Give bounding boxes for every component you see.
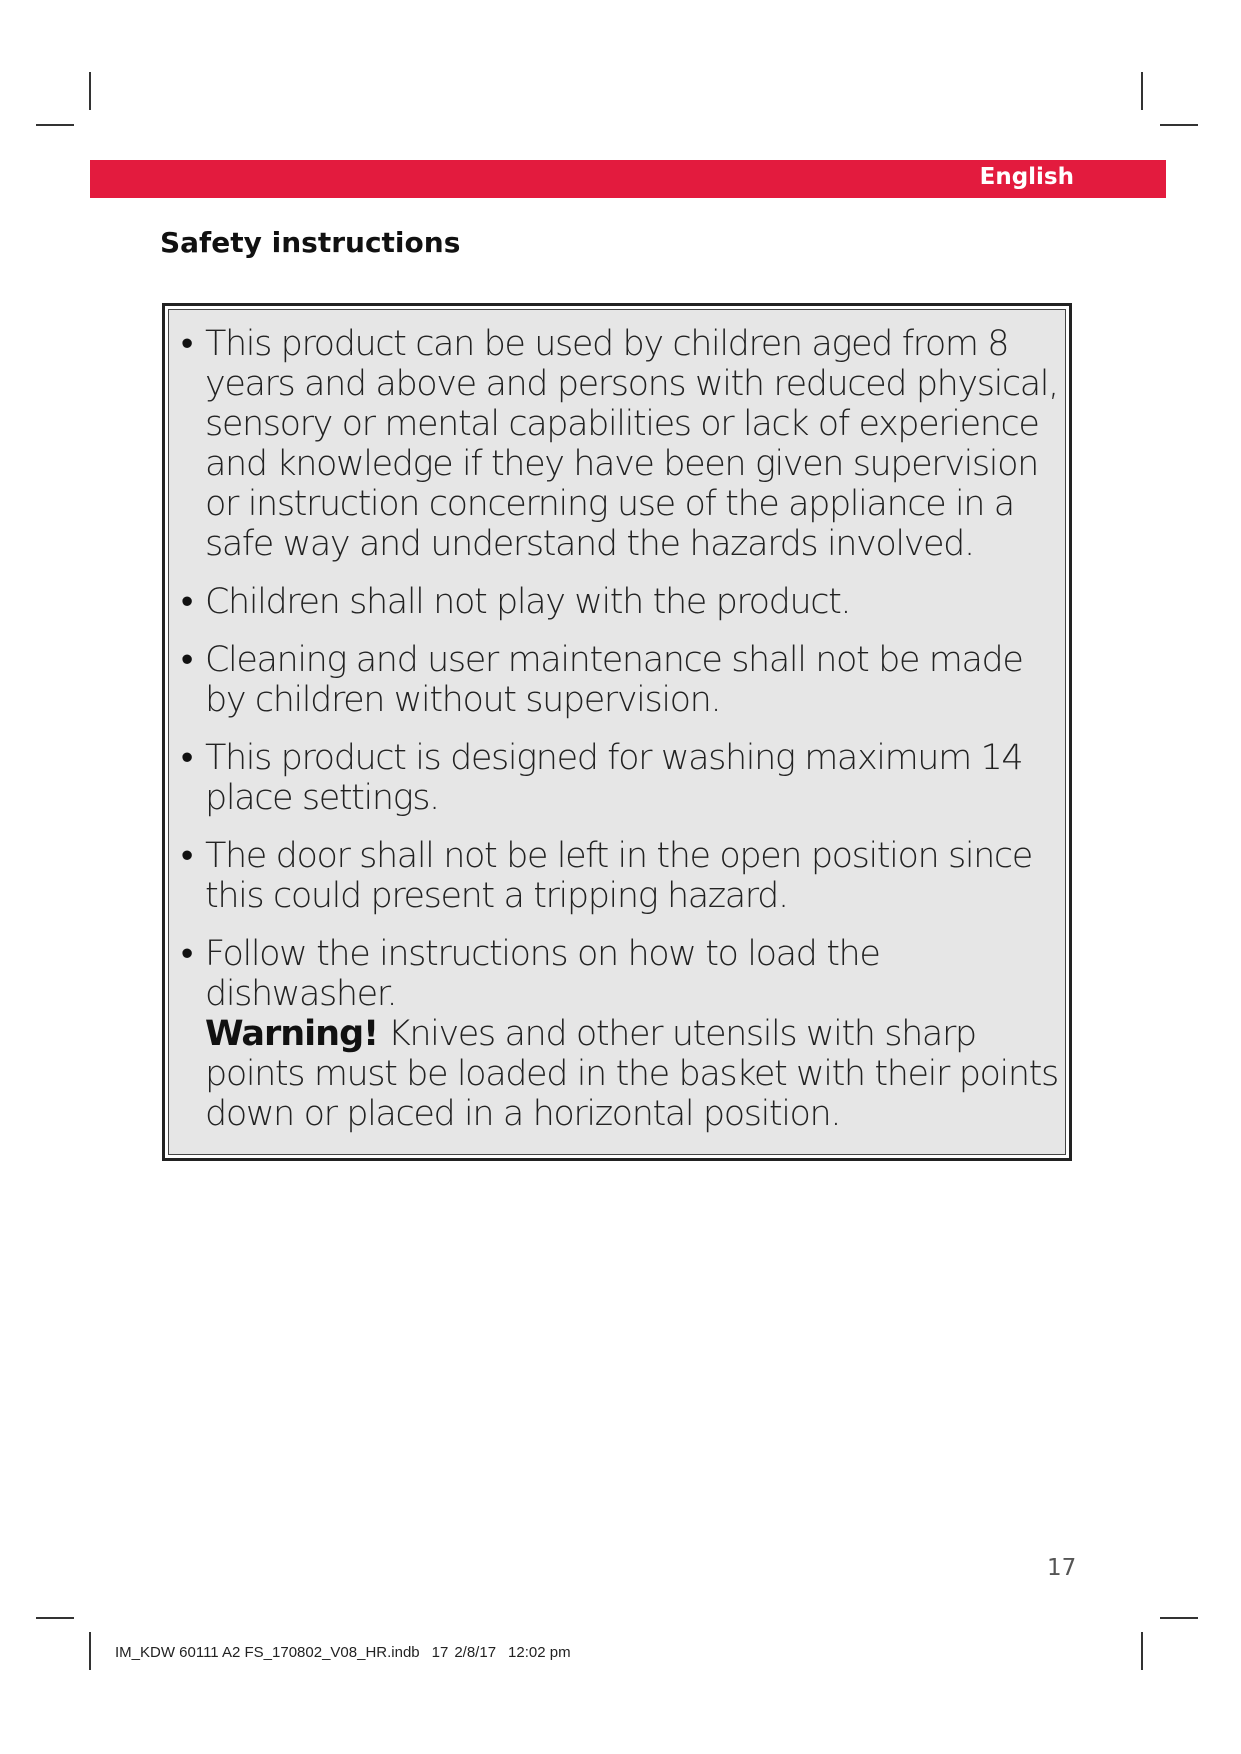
bullet-icon: • (181, 934, 192, 974)
warning-note (205, 1014, 1065, 1134)
footer-date: 2/8/17 (454, 1644, 497, 1661)
safety-item-text: Children shall not play with the product. (205, 582, 851, 622)
language-header-bar (90, 160, 1166, 198)
safety-item-text: Follow the instructions on how to load the dishwasher. (205, 934, 880, 1014)
safety-item (181, 934, 1065, 1134)
safety-list (181, 324, 1065, 1134)
safety-item (181, 640, 1065, 720)
safety-item (181, 738, 1065, 818)
bullet-icon: • (181, 324, 192, 364)
safety-item (181, 836, 1065, 916)
safety-box-inner (168, 309, 1066, 1155)
footer-time: 12:02 pm (508, 1644, 571, 1661)
safety-item (181, 324, 1065, 564)
safety-item-text: This product can be used by children aged from 8 years and above and persons with reduced physical, sensory or mental capabilities or lack of experience and knowledge if they have been given supervision or instruction concerning use of the appliance in a safe way and understand the hazards involved. (205, 324, 1058, 564)
crop-mark-bottom-left-vertical (89, 1632, 91, 1670)
bullet-icon: • (181, 738, 192, 778)
page-number: 17 (1047, 1555, 1077, 1581)
bullet-icon: • (181, 582, 192, 622)
crop-mark-bottom-left-horizontal (36, 1617, 74, 1619)
footer-filename: IM_KDW 60111 A2 FS_170802_V08_HR.indb (115, 1644, 420, 1661)
safety-item-text: The door shall not be left in the open position since this could present a tripping hazard. (205, 836, 1032, 916)
safety-item-text: Cleaning and user maintenance shall not be made by children without supervision. (205, 640, 1023, 720)
crop-mark-bottom-right-vertical (1141, 1632, 1143, 1670)
bullet-icon: • (181, 640, 192, 680)
bullet-icon: • (181, 836, 192, 876)
language-label: English (979, 164, 1074, 190)
section-title: Safety instructions (160, 226, 461, 259)
safety-box (162, 303, 1072, 1161)
crop-mark-top-right-vertical (1141, 72, 1143, 110)
crop-mark-top-left-vertical (89, 72, 91, 110)
warning-label: Warning! (205, 1014, 379, 1054)
footer-page: 17 (431, 1644, 449, 1661)
safety-item-text: This product is designed for washing maximum 14 place settings. (205, 738, 1023, 818)
warning-text: Knives and other utensils with sharp points must be loaded in the basket with their points down or placed in a horizontal position. (205, 1014, 1058, 1134)
print-footer (115, 1644, 583, 1661)
safety-item (181, 582, 1065, 622)
crop-mark-bottom-right-horizontal (1160, 1617, 1198, 1619)
crop-mark-top-right-horizontal (1160, 124, 1198, 126)
crop-mark-top-left-horizontal (36, 124, 74, 126)
